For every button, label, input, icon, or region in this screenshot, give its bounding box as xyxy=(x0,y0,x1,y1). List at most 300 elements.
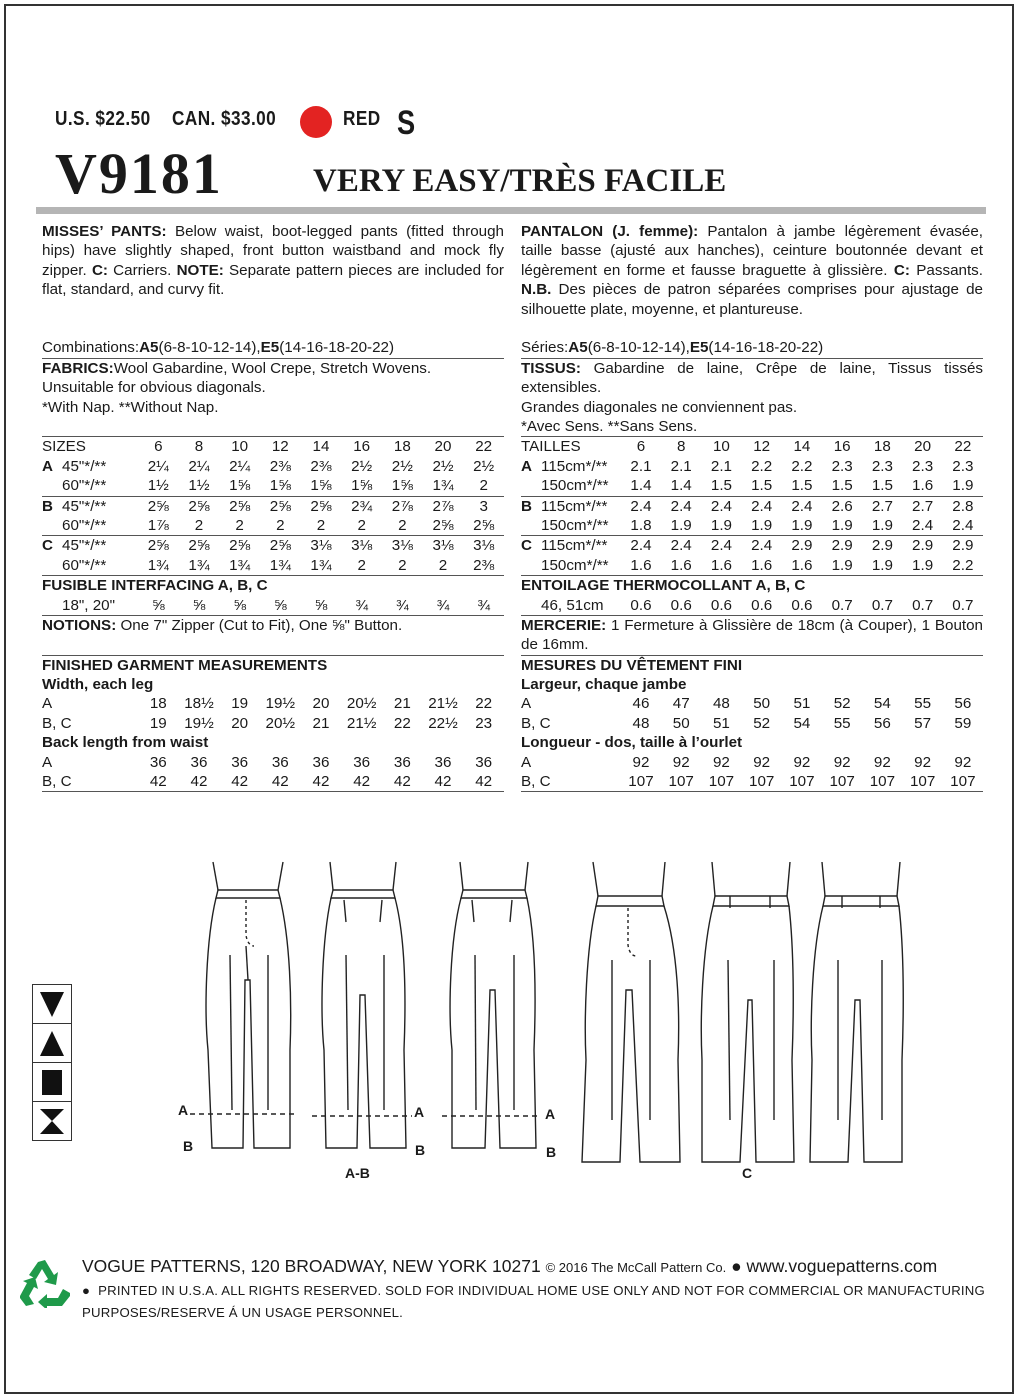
yardage-cell: 2⅝ xyxy=(269,497,291,515)
interfacing-cell: ⅝ xyxy=(314,596,328,614)
back-cell: 92 xyxy=(954,753,972,771)
sizes-header-row xyxy=(42,436,504,456)
yardage-cell: 1⅝ xyxy=(229,477,251,495)
yardage-cell: 3⅛ xyxy=(391,537,413,555)
title-rule xyxy=(36,207,986,214)
width-cell: 56 xyxy=(873,714,891,732)
yardage-cell: 3⅛ xyxy=(473,537,495,555)
width-cell: 19 xyxy=(149,714,167,732)
interfacing-cell: 0.6 xyxy=(670,596,692,614)
website-link[interactable]: www.voguepatterns.com xyxy=(746,1256,938,1276)
yardage-cell: 2⅝ xyxy=(147,537,169,555)
yardage-cell: 2⅝ xyxy=(188,497,210,515)
yardage-label xyxy=(42,457,138,476)
interfacing-cell: 0.6 xyxy=(751,596,773,614)
size-cell: 8 xyxy=(194,438,204,456)
width-cell: 55 xyxy=(914,695,932,713)
view-letter: A xyxy=(521,457,532,475)
yardage-cell: 1.5 xyxy=(751,477,773,495)
yardage-cell: 1¾ xyxy=(188,556,210,574)
width-cell: 21 xyxy=(312,714,330,732)
fabric-width: 45"*/** xyxy=(62,457,107,475)
interfacing-cell: 0.7 xyxy=(952,596,974,614)
width-heading-fr: Largeur, chaque jambe xyxy=(521,676,687,694)
size-cell: 20 xyxy=(914,438,932,456)
triangle-up-icon xyxy=(32,1023,72,1062)
interfacing-label: 46, 51cm xyxy=(541,596,604,614)
fabric-width: 45"*/** xyxy=(62,537,107,555)
interfacing-cell: 0.6 xyxy=(791,596,813,614)
unsuitable-note: Unsuitable for obvious diagonals. xyxy=(42,379,266,397)
interfacing-cell: ⅝ xyxy=(192,596,206,614)
yardage-row xyxy=(521,496,983,516)
width-cell: 48 xyxy=(632,714,650,732)
width-table-fr xyxy=(521,694,983,733)
yardage-cell: 1¾ xyxy=(229,556,251,574)
view-letter: C xyxy=(42,537,53,555)
interfacing-heading: FUSIBLE INTERFACING A, B, C xyxy=(42,575,504,595)
width-cell: 54 xyxy=(873,695,891,713)
pants-front-view-c xyxy=(582,862,680,1162)
cutting-layout-icons xyxy=(32,984,72,1141)
back-label: A xyxy=(521,753,532,771)
view-letter: A xyxy=(42,457,53,475)
width-label: B, C xyxy=(42,714,72,732)
yardage-cell: 1.4 xyxy=(670,477,692,495)
fabric-width: 150cm*/** xyxy=(541,556,609,574)
yardage-cell: 1.9 xyxy=(952,477,974,495)
series: Séries: A5 (6-8-10-12-14), E5 (14-16-18-20-22) xyxy=(521,339,824,357)
back-cell: 107 xyxy=(909,773,936,791)
width-cell: 50 xyxy=(672,714,690,732)
width-row xyxy=(521,714,983,733)
back-cell: 42 xyxy=(353,773,371,791)
width-cell: 52 xyxy=(753,714,771,732)
width-cell: 20½ xyxy=(346,695,377,713)
size-cell: 12 xyxy=(271,438,289,456)
view-letter: B xyxy=(42,497,53,515)
yardage-cell: 2⅝ xyxy=(229,497,251,515)
width-cell: 18½ xyxy=(184,695,214,713)
yardage-cell: 2 xyxy=(438,556,448,574)
fabric-width: 150cm*/** xyxy=(541,477,609,495)
interfacing-heading-fr: ENTOILAGE THERMOCOLLANT A, B, C xyxy=(521,575,983,595)
unsuitable-note-fr: Grandes diagonales ne conviennent pas. xyxy=(521,398,798,416)
yardage-cell: 2¾ xyxy=(351,497,373,515)
back-cell: 42 xyxy=(475,773,493,791)
yardage-row xyxy=(521,516,983,535)
back-cell: 42 xyxy=(393,773,411,791)
yardage-cell: 1⅝ xyxy=(310,477,332,495)
yardage-label xyxy=(521,457,621,476)
description-fr: PANTALON (J. femme): Pantalon à jambe légèrement évasée, taille basse (ajusté aux hanches), ceinture boutonnée devant et légèrement en forme et fausse braguette à glissière. C: Passants. N.B. Des pièces de patron séparées comprises pour ajustage de silhouette plate, moyenne, et plantureuse. xyxy=(521,223,983,318)
size-cell: 14 xyxy=(312,438,330,456)
interfacing-cell: ¾ xyxy=(477,596,491,614)
yardage-cell: 2¼ xyxy=(147,457,169,475)
yardage-label xyxy=(521,556,621,575)
yardage-table-fr xyxy=(521,457,983,575)
yardage-cell: 2 xyxy=(235,516,244,534)
yardage-cell: 2¼ xyxy=(188,457,210,475)
back-cell: 92 xyxy=(873,753,891,771)
yardage-cell: 2.7 xyxy=(871,497,893,515)
interfacing-cell: 0.7 xyxy=(831,596,853,614)
yardage-cell: 2.2 xyxy=(952,556,974,574)
width-cell: 18 xyxy=(149,695,167,713)
view-label-a-2: A xyxy=(414,1104,425,1120)
description: MISSES’ PANTS: Below waist, boot-legged pants (fitted through hips) have slightly shaped, front button waistband and mock fly zipper. C: Carriers. NOTE: Separate pattern pieces are included for flat, standard, and curvy fit. xyxy=(42,223,504,299)
back-cell: 107 xyxy=(829,773,855,791)
yardage-cell: 2.6 xyxy=(831,497,853,515)
yardage-cell: 2¼ xyxy=(229,457,251,475)
yardage-label xyxy=(42,536,138,555)
back-cell: 42 xyxy=(190,773,208,791)
width-cell: 22 xyxy=(393,714,411,732)
back-row xyxy=(521,753,983,772)
view-label-a-1: A xyxy=(178,1102,189,1118)
company-address: VOGUE PATTERNS, 120 BROADWAY, NEW YORK 10271 xyxy=(82,1256,541,1276)
yardage-row xyxy=(521,457,983,476)
interfacing-row xyxy=(42,596,504,615)
back-cell: 36 xyxy=(475,753,493,771)
width-cell: 20½ xyxy=(265,714,296,732)
fabric-width: 60"*/** xyxy=(62,556,107,574)
hourglass-icon xyxy=(32,1101,72,1141)
yardage-cell: 1⅝ xyxy=(269,477,291,495)
notions: NOTIONS: One 7" Zipper (Cut to Fit), One ⅝" Button. xyxy=(42,615,504,655)
back-cell: 92 xyxy=(712,753,730,771)
yardage-cell: 1.5 xyxy=(831,477,853,495)
width-cell: 21 xyxy=(393,695,411,713)
back-cell: 36 xyxy=(149,753,167,771)
back-cell: 107 xyxy=(628,773,654,791)
width-cell: 55 xyxy=(833,714,851,732)
yardage-row xyxy=(42,457,504,476)
us-price: U.S. $22.50 xyxy=(55,108,151,130)
yardage-cell: 3 xyxy=(479,497,488,515)
yardage-cell: 1.6 xyxy=(670,556,692,574)
tissus: TISSUS: Gabardine de laine, Crêpe de laine, Tissus tissés extensibles. xyxy=(521,359,983,397)
width-row xyxy=(42,694,504,713)
yardage-cell: 2½ xyxy=(351,457,373,475)
yardage-cell: 2 xyxy=(276,516,285,534)
interfacing-label: 18", 20" xyxy=(62,596,116,614)
width-heading: Width, each leg xyxy=(42,676,154,694)
view-label-b-1: B xyxy=(183,1138,194,1154)
yardage-label xyxy=(42,497,138,516)
yardage-cell: 1.4 xyxy=(630,477,652,495)
nap-note: *With Nap. **Without Nap. xyxy=(42,398,219,416)
yardage-cell: 2½ xyxy=(432,457,454,475)
back-label: B, C xyxy=(521,773,551,791)
yardage-cell: 1.6 xyxy=(751,556,773,574)
bullet: ● xyxy=(731,1256,742,1276)
view-label-ab: A-B xyxy=(345,1165,370,1181)
fabrics: FABRICS: Wool Gabardine, Wool Crepe, Stretch Wovens. xyxy=(42,358,504,378)
yardage-cell: 1.9 xyxy=(912,556,934,574)
back-row xyxy=(521,772,983,791)
yardage-cell: 2.4 xyxy=(912,516,934,534)
yardage-cell: 1.9 xyxy=(831,516,853,534)
yardage-cell: 2.9 xyxy=(952,537,974,555)
yardage-cell: 2.4 xyxy=(670,537,692,555)
fabric-width: 60"*/** xyxy=(62,477,107,495)
view-letter: C xyxy=(521,537,532,555)
yardage-row xyxy=(42,535,504,555)
fabric-width: 115cm*/** xyxy=(541,497,608,515)
back-cell: 36 xyxy=(231,753,249,771)
yardage-cell: 1.9 xyxy=(871,556,893,574)
yardage-cell: 2½ xyxy=(473,457,495,475)
view-label-b-2: B xyxy=(415,1142,426,1158)
yardage-cell: 1.9 xyxy=(791,516,813,534)
back-cell: 107 xyxy=(950,773,976,791)
yardage-cell: 1.9 xyxy=(751,516,773,534)
yardage-cell: 2.3 xyxy=(952,457,974,475)
yardage-label xyxy=(42,476,138,495)
yardage-cell: 2.1 xyxy=(630,457,652,475)
back-label: A xyxy=(42,753,53,771)
size-cell: 16 xyxy=(833,438,851,456)
yardage-cell: 2⅝ xyxy=(473,516,495,534)
width-cell: 20 xyxy=(312,695,330,713)
width-cell: 23 xyxy=(475,714,493,732)
yardage-cell: 1.6 xyxy=(912,477,934,495)
yardage-cell: 1.6 xyxy=(710,556,732,574)
yardage-cell: 2.4 xyxy=(710,537,732,555)
yardage-cell: 2.4 xyxy=(670,497,692,515)
width-label: A xyxy=(42,695,53,713)
yardage-cell: 1½ xyxy=(147,477,169,495)
yardage-row xyxy=(521,476,983,495)
back-cell: 36 xyxy=(190,753,208,771)
width-row xyxy=(521,694,983,713)
yardage-label xyxy=(521,516,621,535)
back-label: B, C xyxy=(42,773,72,791)
yardage-cell: 2.4 xyxy=(710,497,732,515)
back-cell: 92 xyxy=(753,753,771,771)
yardage-row xyxy=(42,476,504,495)
yardage-cell: 2⅜ xyxy=(310,457,332,475)
interfacing-cell: ⅝ xyxy=(233,596,246,614)
size-cell: 8 xyxy=(676,438,686,456)
yardage-cell: 2.3 xyxy=(912,457,934,475)
square-icon xyxy=(32,1062,72,1101)
interfacing-cell: 0.6 xyxy=(710,596,733,614)
pattern-number: V9181 xyxy=(55,141,223,206)
yardage-cell: 2⅝ xyxy=(147,497,169,515)
interfacing-cell: 0.7 xyxy=(871,596,893,614)
back-row xyxy=(42,772,504,791)
width-cell: 50 xyxy=(753,695,771,713)
yardage-cell: 2 xyxy=(398,556,407,574)
yardage-cell: 1½ xyxy=(188,477,210,495)
back-length-heading-fr: Longueur - dos, taille à l’ourlet xyxy=(521,734,743,752)
yardage-cell: 2.9 xyxy=(871,537,893,555)
width-cell: 22½ xyxy=(428,714,458,732)
fabric-width: 45"*/** xyxy=(62,497,107,515)
yardage-cell: 2⅝ xyxy=(188,537,210,555)
back-length-table xyxy=(42,753,504,792)
size-letter: S xyxy=(397,104,416,142)
yardage-cell: 2.9 xyxy=(912,537,934,555)
yardage-cell: 1⅝ xyxy=(391,477,413,495)
view-letter: B xyxy=(521,497,532,515)
pants-front-view-ab xyxy=(190,862,298,1148)
yardage-cell: 2⅞ xyxy=(391,497,413,515)
width-row xyxy=(42,714,504,733)
interfacing-cell: ¾ xyxy=(436,596,450,614)
width-cell: 19½ xyxy=(184,714,214,732)
yardage-cell: 2⅝ xyxy=(432,516,454,534)
yardage-cell: 2.4 xyxy=(952,516,974,534)
french-column xyxy=(521,222,983,792)
interfacing-cell: ¾ xyxy=(396,596,409,614)
width-cell: 22 xyxy=(475,695,493,713)
width-cell: 51 xyxy=(793,695,811,713)
yardage-cell: 2.4 xyxy=(630,537,652,555)
yardage-table xyxy=(42,457,504,575)
size-cell: 16 xyxy=(353,438,371,456)
back-cell: 92 xyxy=(914,753,932,771)
back-cell: 92 xyxy=(632,753,650,771)
combinations: Combinations: A5 (6-8-10-12-14), E5 (14-16-18-20-22) xyxy=(42,339,395,357)
pants-back-view-c xyxy=(701,862,794,1162)
yardage-cell: 2 xyxy=(357,516,366,534)
yardage-cell: 3⅛ xyxy=(351,537,373,555)
yardage-row xyxy=(521,556,983,575)
yardage-cell: 2.3 xyxy=(871,457,893,475)
view-label-b-3: B xyxy=(546,1144,557,1160)
interfacing-cell: 0.6 xyxy=(630,596,652,614)
width-cell: 19½ xyxy=(265,695,296,713)
nap-note-fr: *Avec Sens. **Sans Sens. xyxy=(521,418,698,435)
back-cell: 107 xyxy=(789,773,815,791)
view-label-a-3: A xyxy=(545,1106,556,1122)
yardage-cell: 2.2 xyxy=(751,457,773,475)
width-cell: 51 xyxy=(712,714,730,732)
yardage-cell: 1¾ xyxy=(310,556,332,574)
back-cell: 36 xyxy=(312,753,330,771)
yardage-cell: 1¾ xyxy=(432,477,454,495)
width-cell: 20 xyxy=(231,714,249,732)
yardage-cell: 2.2 xyxy=(791,457,813,475)
width-label: B, C xyxy=(521,714,551,732)
size-cell: 6 xyxy=(636,438,646,456)
interfacing-cell: ⅝ xyxy=(151,596,165,614)
size-cell: 10 xyxy=(231,438,249,456)
sizes-label: TAILLES xyxy=(521,438,581,456)
width-cell: 54 xyxy=(793,714,811,732)
yardage-cell: 2 xyxy=(398,516,407,534)
view-label-c: C xyxy=(742,1165,753,1181)
yardage-cell: 1⅞ xyxy=(147,516,169,534)
interfacing-cell: ⅝ xyxy=(273,596,287,614)
recycle-icon xyxy=(18,1258,72,1308)
size-cell: 6 xyxy=(154,438,163,456)
yardage-row xyxy=(521,535,983,555)
triangle-down-icon xyxy=(32,984,72,1023)
yardage-cell: 2.9 xyxy=(791,537,813,555)
fabric-width: 115cm*/** xyxy=(541,457,608,475)
can-price: CAN. $33.00 xyxy=(172,108,277,130)
yardage-cell: 2.9 xyxy=(831,537,853,555)
interfacing-cell: 0.7 xyxy=(912,596,934,614)
yardage-cell: 2.7 xyxy=(912,497,934,515)
width-cell: 59 xyxy=(954,714,972,732)
copyright: © 2016 The McCall Pattern Co. xyxy=(545,1260,727,1275)
width-cell: 46 xyxy=(632,695,650,713)
back-cell: 107 xyxy=(708,773,735,791)
yardage-cell: 2.3 xyxy=(831,457,853,475)
size-cell: 18 xyxy=(393,438,411,456)
width-cell: 48 xyxy=(712,695,730,713)
yardage-label xyxy=(521,476,621,495)
yardage-cell: 1.5 xyxy=(791,477,813,495)
yardage-cell: 2.4 xyxy=(751,537,773,555)
interfacing-cell: ¾ xyxy=(355,596,368,614)
yardage-cell: 2 xyxy=(316,516,326,534)
interfacing-row-fr xyxy=(521,596,983,615)
size-cell: 14 xyxy=(793,438,811,456)
size-cell: 10 xyxy=(712,438,730,456)
back-cell: 107 xyxy=(869,773,896,791)
back-cell: 36 xyxy=(393,753,411,771)
back-cell: 92 xyxy=(672,753,690,771)
yardage-cell: 2⅜ xyxy=(473,556,495,574)
yardage-label xyxy=(521,536,621,555)
width-cell: 57 xyxy=(914,714,932,732)
back-cell: 36 xyxy=(434,753,452,771)
back-cell: 92 xyxy=(833,753,851,771)
yardage-label xyxy=(42,556,138,575)
width-label: A xyxy=(521,695,532,713)
width-cell: 19 xyxy=(231,695,249,713)
yardage-cell: 1.9 xyxy=(831,556,853,574)
footer: VOGUE PATTERNS, 120 BROADWAY, NEW YORK 10271 © 2016 The McCall Pattern Co. ● www.voguepatterns.com ● PRINTED IN U.S.A. ALL RIGHTS RESERVED. SOLD FOR INDIVIDUAL HOME USE ONLY AND NOT FOR COMMERCIAL OR MANUFACTURING PURPOSES/RESERVE Á UN USAGE PERSONNEL. xyxy=(82,1256,985,1320)
yardage-cell: 2.8 xyxy=(952,497,974,515)
measurements-heading-fr: MESURES DU VÊTEMENT FINI xyxy=(521,655,983,675)
yardage-label xyxy=(521,497,621,516)
yardage-cell: 1.6 xyxy=(630,556,652,574)
yardage-cell: 2.1 xyxy=(710,457,732,475)
width-cell: 52 xyxy=(833,695,851,713)
size-cell: 18 xyxy=(873,438,891,456)
size-cell: 22 xyxy=(954,438,972,456)
back-cell: 36 xyxy=(353,753,371,771)
back-row xyxy=(42,753,504,772)
color-label: RED xyxy=(343,108,381,130)
yardage-cell: 2⅝ xyxy=(269,537,291,555)
back-cell: 42 xyxy=(149,773,167,791)
yardage-cell: 1.9 xyxy=(670,516,692,534)
yardage-cell: 1¾ xyxy=(147,556,169,574)
width-cell: 21½ xyxy=(346,714,377,732)
yardage-cell: 1.6 xyxy=(791,556,813,574)
back-cell: 42 xyxy=(271,773,289,791)
size-cell: 22 xyxy=(475,438,493,456)
yardage-cell: 2.4 xyxy=(630,497,652,515)
yardage-cell: 2⅝ xyxy=(310,497,332,515)
back-cell: 42 xyxy=(312,773,330,791)
yardage-cell: 2⅝ xyxy=(229,537,251,555)
difficulty-label: VERY EASY/TRÈS FACILE xyxy=(313,163,727,199)
rights-notice: PRINTED IN U.S.A. ALL RIGHTS RESERVED. SOLD FOR INDIVIDUAL HOME USE ONLY AND NOT FOR COMMERCIAL OR MANUFACTURING PURPOSES/RESERVE Á UN USAGE PERSONNEL. xyxy=(82,1283,985,1320)
yardage-cell: 2½ xyxy=(391,457,413,475)
size-cell: 12 xyxy=(753,438,771,456)
yardage-cell: 2 xyxy=(194,516,204,534)
back-cell: 107 xyxy=(668,773,694,791)
